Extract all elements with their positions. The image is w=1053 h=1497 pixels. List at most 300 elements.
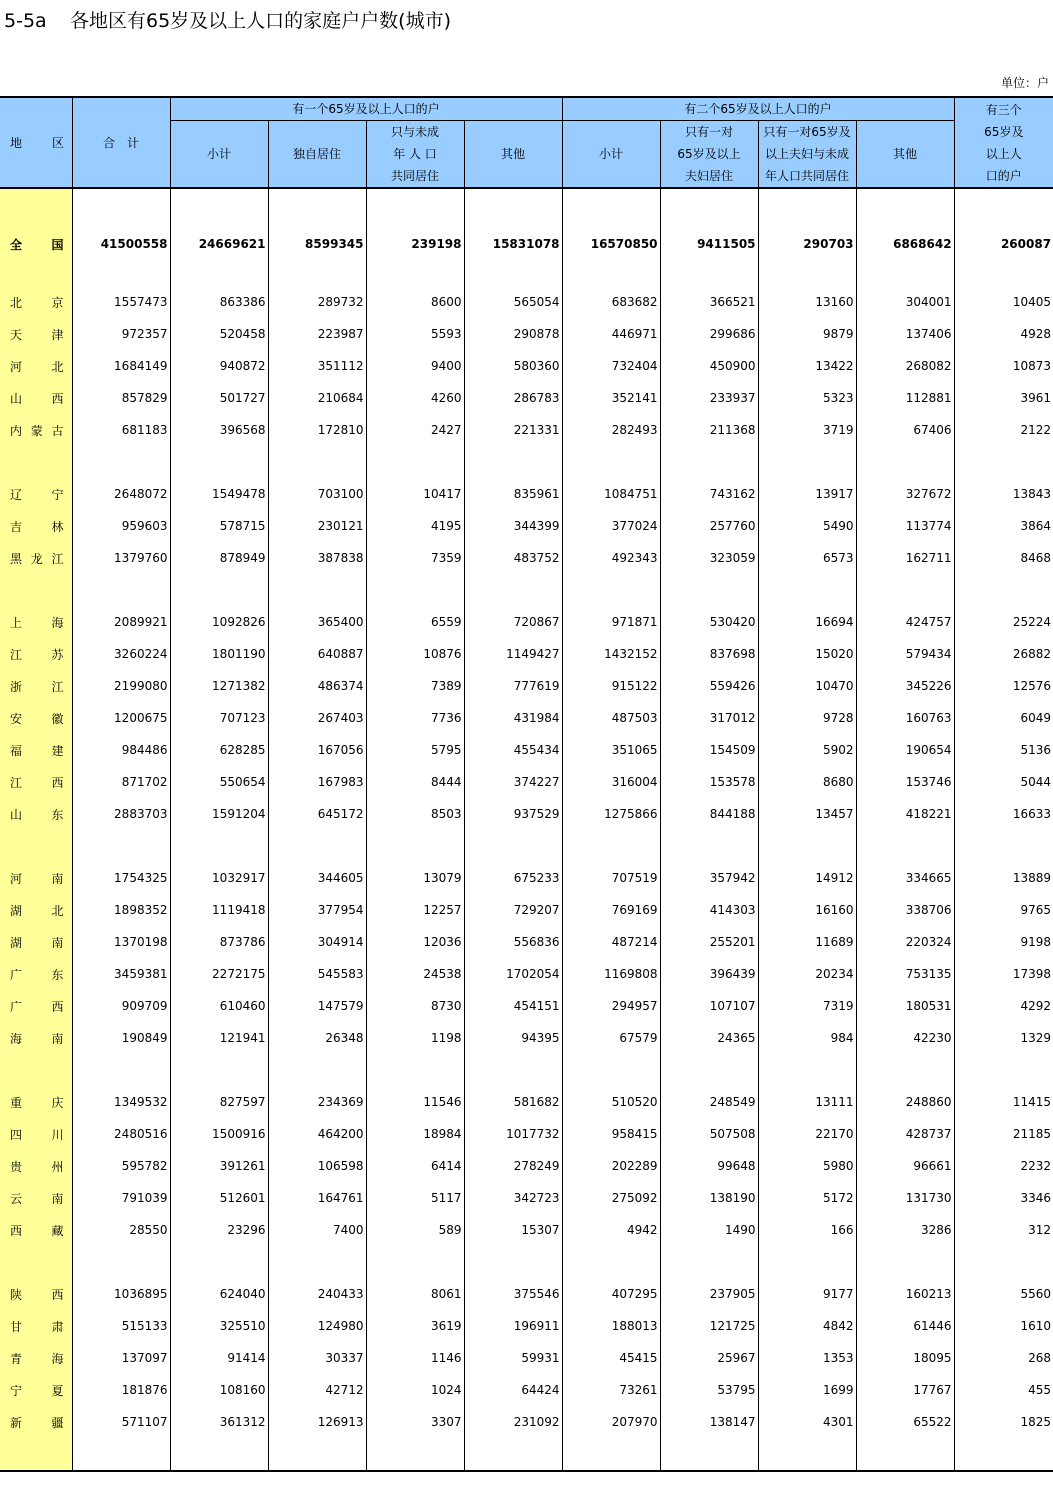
table-row <box>0 1278 1053 1310</box>
value-cell: 628285 <box>170 734 268 766</box>
value-cell: 5172 <box>758 1182 856 1214</box>
value-cell: 1549478 <box>170 478 268 510</box>
value-cell: 248860 <box>856 1086 954 1118</box>
value-cell: 8599345 <box>268 228 366 260</box>
region-cell: 黑龙江 <box>0 542 72 574</box>
value-cell: 160213 <box>856 1278 954 1310</box>
value-cell: 210684 <box>268 382 366 414</box>
value-cell: 675233 <box>464 862 562 894</box>
value-cell: 387838 <box>268 542 366 574</box>
value-cell: 312 <box>954 1214 1053 1246</box>
region-cell: 云南 <box>0 1182 72 1214</box>
value-cell: 487214 <box>562 926 660 958</box>
value-cell: 984486 <box>72 734 170 766</box>
unit-label: 单位：户 <box>1000 76 1049 90</box>
value-cell: 351065 <box>562 734 660 766</box>
spacer-row <box>0 1246 1053 1278</box>
value-cell: 1825 <box>954 1406 1053 1438</box>
value-cell: 972357 <box>72 318 170 350</box>
value-cell <box>464 260 562 286</box>
value-cell: 53795 <box>660 1374 758 1406</box>
value-cell: 94395 <box>464 1022 562 1054</box>
value-cell <box>954 830 1053 862</box>
value-cell: 1801190 <box>170 638 268 670</box>
value-cell: 334665 <box>856 862 954 894</box>
value-cell <box>366 1246 464 1278</box>
value-cell: 7359 <box>366 542 464 574</box>
region-cell: 重庆 <box>0 1086 72 1118</box>
value-cell: 959603 <box>72 510 170 542</box>
value-cell <box>660 260 758 286</box>
value-cell: 6868642 <box>856 228 954 260</box>
value-cell: 268082 <box>856 350 954 382</box>
value-cell: 5490 <box>758 510 856 542</box>
value-cell: 2272175 <box>170 958 268 990</box>
value-cell <box>758 574 856 606</box>
value-cell: 837698 <box>660 638 758 670</box>
value-cell <box>170 446 268 478</box>
spacer-row <box>0 260 1053 286</box>
value-cell <box>170 1246 268 1278</box>
value-cell: 13111 <box>758 1086 856 1118</box>
header-group-two: 有二个65岁及以上人口的户 <box>562 97 954 121</box>
value-cell: 8600 <box>366 286 464 318</box>
region-cell <box>0 188 72 228</box>
value-cell: 520458 <box>170 318 268 350</box>
value-cell: 8444 <box>366 766 464 798</box>
value-cell: 365400 <box>268 606 366 638</box>
value-cell: 268 <box>954 1342 1053 1374</box>
value-cell: 13422 <box>758 350 856 382</box>
value-cell: 4260 <box>366 382 464 414</box>
value-cell: 377954 <box>268 894 366 926</box>
value-cell <box>562 446 660 478</box>
value-cell: 12576 <box>954 670 1053 702</box>
value-cell <box>856 830 954 862</box>
value-cell: 138190 <box>660 1182 758 1214</box>
value-cell <box>954 574 1053 606</box>
table-number: 5-5a <box>4 10 47 32</box>
value-cell: 396439 <box>660 958 758 990</box>
value-cell: 64424 <box>464 1374 562 1406</box>
value-cell: 42230 <box>856 1022 954 1054</box>
value-cell <box>562 188 660 228</box>
value-cell: 464200 <box>268 1118 366 1150</box>
value-cell: 1490 <box>660 1214 758 1246</box>
table-row <box>0 1342 1053 1374</box>
value-cell: 18984 <box>366 1118 464 1150</box>
value-cell: 1149427 <box>464 638 562 670</box>
spacer-row <box>0 1054 1053 1086</box>
value-cell: 915122 <box>562 670 660 702</box>
value-cell: 418221 <box>856 798 954 830</box>
value-cell: 565054 <box>464 286 562 318</box>
value-cell: 492343 <box>562 542 660 574</box>
value-cell: 255201 <box>660 926 758 958</box>
value-cell: 769169 <box>562 894 660 926</box>
value-cell: 26348 <box>268 1022 366 1054</box>
region-cell: 内蒙古 <box>0 414 72 446</box>
value-cell: 1084751 <box>562 478 660 510</box>
value-cell: 640887 <box>268 638 366 670</box>
value-cell: 431984 <box>464 702 562 734</box>
value-cell: 703100 <box>268 478 366 510</box>
value-cell: 180531 <box>856 990 954 1022</box>
value-cell: 3286 <box>856 1214 954 1246</box>
value-cell: 8468 <box>954 542 1053 574</box>
value-cell <box>268 1246 366 1278</box>
region-cell <box>0 1246 72 1278</box>
page-title <box>4 6 451 33</box>
value-cell <box>758 446 856 478</box>
value-cell: 571107 <box>72 1406 170 1438</box>
value-cell: 683682 <box>562 286 660 318</box>
value-cell: 12036 <box>366 926 464 958</box>
table-row <box>0 702 1053 734</box>
value-cell: 835961 <box>464 478 562 510</box>
value-cell: 352141 <box>562 382 660 414</box>
value-cell: 374227 <box>464 766 562 798</box>
value-cell: 937529 <box>464 798 562 830</box>
value-cell: 777619 <box>464 670 562 702</box>
table-row <box>0 990 1053 1022</box>
value-cell: 578715 <box>170 510 268 542</box>
value-cell <box>268 830 366 862</box>
value-cell: 2480516 <box>72 1118 170 1150</box>
value-cell: 221331 <box>464 414 562 446</box>
value-cell: 91414 <box>170 1342 268 1374</box>
value-cell: 96661 <box>856 1150 954 1182</box>
value-cell: 121941 <box>170 1022 268 1054</box>
region-cell: 西藏 <box>0 1214 72 1246</box>
value-cell <box>660 1246 758 1278</box>
value-cell: 167056 <box>268 734 366 766</box>
value-cell: 5980 <box>758 1150 856 1182</box>
value-cell: 17398 <box>954 958 1053 990</box>
region-cell: 甘肃 <box>0 1310 72 1342</box>
value-cell: 2648072 <box>72 478 170 510</box>
value-cell: 13917 <box>758 478 856 510</box>
table-row <box>0 1182 1053 1214</box>
value-cell: 137406 <box>856 318 954 350</box>
value-cell: 25967 <box>660 1342 758 1374</box>
value-cell: 112881 <box>856 382 954 414</box>
value-cell: 1591204 <box>170 798 268 830</box>
value-cell <box>562 830 660 862</box>
value-cell <box>366 574 464 606</box>
region-cell <box>0 260 72 286</box>
value-cell: 2427 <box>366 414 464 446</box>
value-cell <box>856 1438 954 1471</box>
value-cell: 24365 <box>660 1022 758 1054</box>
value-cell: 455434 <box>464 734 562 766</box>
value-cell: 2232 <box>954 1150 1053 1182</box>
value-cell: 316004 <box>562 766 660 798</box>
value-cell: 483752 <box>464 542 562 574</box>
value-cell: 240433 <box>268 1278 366 1310</box>
value-cell: 366521 <box>660 286 758 318</box>
value-cell: 188013 <box>562 1310 660 1342</box>
value-cell: 940872 <box>170 350 268 382</box>
region-cell: 北京 <box>0 286 72 318</box>
region-cell: 山西 <box>0 382 72 414</box>
region-cell: 广东 <box>0 958 72 990</box>
region-cell: 江苏 <box>0 638 72 670</box>
value-cell: 239198 <box>366 228 464 260</box>
value-cell <box>464 1054 562 1086</box>
value-cell: 3619 <box>366 1310 464 1342</box>
value-cell: 147579 <box>268 990 366 1022</box>
table-row <box>0 414 1053 446</box>
value-cell: 294957 <box>562 990 660 1022</box>
value-cell: 556836 <box>464 926 562 958</box>
value-cell: 9765 <box>954 894 1053 926</box>
region-cell: 贵州 <box>0 1150 72 1182</box>
value-cell: 160763 <box>856 702 954 734</box>
table-row <box>0 606 1053 638</box>
value-cell: 1329 <box>954 1022 1053 1054</box>
value-cell: 909709 <box>72 990 170 1022</box>
value-cell: 154509 <box>660 734 758 766</box>
value-cell: 729207 <box>464 894 562 926</box>
value-cell: 9198 <box>954 926 1053 958</box>
value-cell: 223987 <box>268 318 366 350</box>
table-row <box>0 926 1053 958</box>
value-cell: 16160 <box>758 894 856 926</box>
value-cell: 344399 <box>464 510 562 542</box>
value-cell: 579434 <box>856 638 954 670</box>
value-cell: 414303 <box>660 894 758 926</box>
table-row <box>0 286 1053 318</box>
value-cell: 16570850 <box>562 228 660 260</box>
region-cell: 河北 <box>0 350 72 382</box>
value-cell: 9177 <box>758 1278 856 1310</box>
value-cell: 4195 <box>366 510 464 542</box>
table-row <box>0 766 1053 798</box>
value-cell: 73261 <box>562 1374 660 1406</box>
value-cell: 153578 <box>660 766 758 798</box>
value-cell: 304001 <box>856 286 954 318</box>
value-cell: 5044 <box>954 766 1053 798</box>
value-cell: 162711 <box>856 542 954 574</box>
region-cell: 福建 <box>0 734 72 766</box>
value-cell: 290703 <box>758 228 856 260</box>
value-cell: 361312 <box>170 1406 268 1438</box>
value-cell <box>856 1054 954 1086</box>
value-cell <box>660 446 758 478</box>
region-cell <box>0 1438 72 1471</box>
spacer-row <box>0 1438 1053 1471</box>
value-cell: 289732 <box>268 286 366 318</box>
value-cell: 2199080 <box>72 670 170 702</box>
value-cell <box>856 1246 954 1278</box>
value-cell: 5560 <box>954 1278 1053 1310</box>
value-cell <box>72 1246 170 1278</box>
value-cell: 24669621 <box>170 228 268 260</box>
value-cell: 871702 <box>72 766 170 798</box>
value-cell: 42712 <box>268 1374 366 1406</box>
value-cell <box>366 188 464 228</box>
value-cell: 267403 <box>268 702 366 734</box>
value-cell: 67579 <box>562 1022 660 1054</box>
value-cell: 7400 <box>268 1214 366 1246</box>
value-cell <box>660 1054 758 1086</box>
value-cell: 4842 <box>758 1310 856 1342</box>
value-cell <box>170 260 268 286</box>
region-cell: 河南 <box>0 862 72 894</box>
value-cell: 681183 <box>72 414 170 446</box>
value-cell: 342723 <box>464 1182 562 1214</box>
value-cell: 550654 <box>170 766 268 798</box>
value-cell <box>72 260 170 286</box>
value-cell: 595782 <box>72 1150 170 1182</box>
value-cell <box>268 446 366 478</box>
table-row <box>0 1118 1053 1150</box>
table-row <box>0 1374 1053 1406</box>
value-cell: 13889 <box>954 862 1053 894</box>
table-body <box>0 188 1053 1471</box>
value-cell: 863386 <box>170 286 268 318</box>
header-g2-couple-minor: 只有一对65岁及 以上夫妇与未成 年人口共同居住 <box>758 121 856 189</box>
value-cell <box>954 1054 1053 1086</box>
value-cell: 1379760 <box>72 542 170 574</box>
value-cell: 65522 <box>856 1406 954 1438</box>
value-cell: 207970 <box>562 1406 660 1438</box>
value-cell <box>856 446 954 478</box>
value-cell: 510520 <box>562 1086 660 1118</box>
value-cell: 8730 <box>366 990 464 1022</box>
value-cell <box>72 830 170 862</box>
value-cell: 1017732 <box>464 1118 562 1150</box>
value-cell <box>954 446 1053 478</box>
table-row <box>0 1310 1053 1342</box>
table-row <box>0 542 1053 574</box>
value-cell: 16694 <box>758 606 856 638</box>
value-cell: 325510 <box>170 1310 268 1342</box>
table-row <box>0 1214 1053 1246</box>
value-cell: 107107 <box>660 990 758 1022</box>
value-cell: 1432152 <box>562 638 660 670</box>
region-cell: 天津 <box>0 318 72 350</box>
table-row <box>0 958 1053 990</box>
value-cell <box>660 574 758 606</box>
value-cell <box>72 1438 170 1471</box>
value-cell: 1092826 <box>170 606 268 638</box>
header-g1-alone: 独自居住 <box>268 121 366 189</box>
value-cell: 299686 <box>660 318 758 350</box>
value-cell: 260087 <box>954 228 1053 260</box>
table-row <box>0 318 1053 350</box>
region-cell: 湖南 <box>0 926 72 958</box>
value-cell: 545583 <box>268 958 366 990</box>
value-cell <box>72 1054 170 1086</box>
value-cell: 4928 <box>954 318 1053 350</box>
value-cell: 11689 <box>758 926 856 958</box>
value-cell: 3346 <box>954 1182 1053 1214</box>
value-cell: 486374 <box>268 670 366 702</box>
region-cell <box>0 446 72 478</box>
value-cell: 26882 <box>954 638 1053 670</box>
value-cell <box>72 574 170 606</box>
value-cell <box>170 830 268 862</box>
value-cell: 10873 <box>954 350 1053 382</box>
value-cell: 10417 <box>366 478 464 510</box>
value-cell: 4301 <box>758 1406 856 1438</box>
value-cell: 844188 <box>660 798 758 830</box>
value-cell: 338706 <box>856 894 954 926</box>
value-cell: 17767 <box>856 1374 954 1406</box>
table-row <box>0 478 1053 510</box>
value-cell <box>562 260 660 286</box>
value-cell <box>758 830 856 862</box>
value-cell <box>562 1054 660 1086</box>
spacer-row <box>0 830 1053 862</box>
header-g2-subtotal: 小计 <box>562 121 660 189</box>
value-cell: 278249 <box>464 1150 562 1182</box>
value-cell <box>170 574 268 606</box>
value-cell: 580360 <box>464 350 562 382</box>
value-cell: 958415 <box>562 1118 660 1150</box>
value-cell <box>660 1438 758 1471</box>
value-cell <box>758 1246 856 1278</box>
value-cell: 559426 <box>660 670 758 702</box>
value-cell: 3307 <box>366 1406 464 1438</box>
value-cell: 1898352 <box>72 894 170 926</box>
value-cell <box>562 574 660 606</box>
value-cell <box>366 446 464 478</box>
value-cell: 377024 <box>562 510 660 542</box>
value-cell: 11415 <box>954 1086 1053 1118</box>
table-row <box>0 734 1053 766</box>
value-cell <box>758 260 856 286</box>
value-cell: 446971 <box>562 318 660 350</box>
value-cell <box>856 260 954 286</box>
value-cell: 13160 <box>758 286 856 318</box>
value-cell: 501727 <box>170 382 268 414</box>
value-cell: 1275866 <box>562 798 660 830</box>
value-cell: 3719 <box>758 414 856 446</box>
value-cell: 984 <box>758 1022 856 1054</box>
value-cell: 126913 <box>268 1406 366 1438</box>
value-cell <box>366 830 464 862</box>
value-cell: 106598 <box>268 1150 366 1182</box>
value-cell <box>170 188 268 228</box>
value-cell: 317012 <box>660 702 758 734</box>
region-cell: 安徽 <box>0 702 72 734</box>
value-cell: 2089921 <box>72 606 170 638</box>
value-cell: 8680 <box>758 766 856 798</box>
value-cell: 282493 <box>562 414 660 446</box>
value-cell: 233937 <box>660 382 758 414</box>
value-cell: 1557473 <box>72 286 170 318</box>
region-cell: 宁夏 <box>0 1374 72 1406</box>
header-total: 合 计 <box>72 97 170 188</box>
value-cell <box>464 574 562 606</box>
value-cell <box>758 1438 856 1471</box>
value-cell: 220324 <box>856 926 954 958</box>
value-cell <box>464 446 562 478</box>
value-cell: 10876 <box>366 638 464 670</box>
region-cell: 全国 <box>0 228 72 260</box>
region-cell: 青海 <box>0 1342 72 1374</box>
value-cell: 707123 <box>170 702 268 734</box>
value-cell: 345226 <box>856 670 954 702</box>
value-cell: 5117 <box>366 1182 464 1214</box>
region-cell: 陕西 <box>0 1278 72 1310</box>
value-cell <box>72 188 170 228</box>
region-cell: 浙江 <box>0 670 72 702</box>
value-cell: 18095 <box>856 1342 954 1374</box>
